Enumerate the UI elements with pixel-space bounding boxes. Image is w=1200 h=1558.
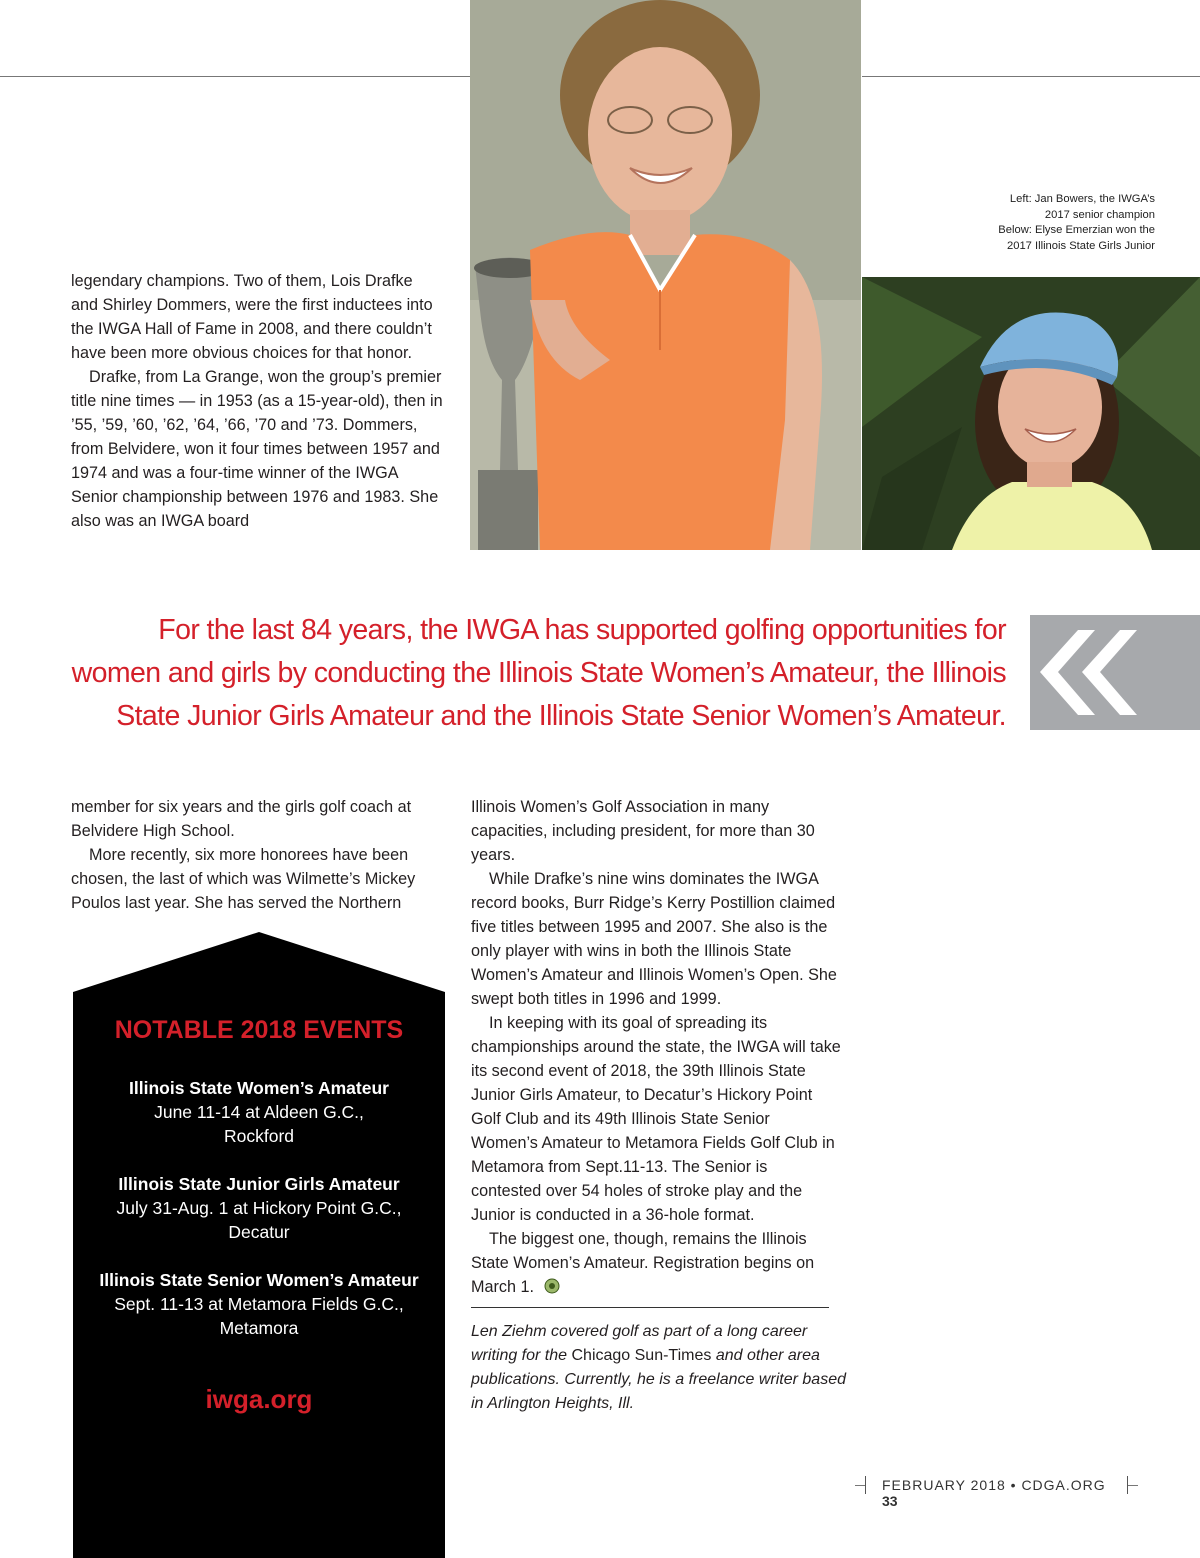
page-number: 33 [882, 1493, 898, 1509]
notable-events-box [73, 932, 445, 1558]
footer-rule-right [1128, 1485, 1138, 1486]
photo-elyse-emerzian-image [862, 277, 1200, 550]
paragraph: Drafke, from La Grange, won the group’s premier title nine times — in 1953 (as a 15-year-old), then in ’55, ’59, ’60, ’62, ’64, ’66, ’70 and ’73. Dommers, from Belvidere, won it four times between 1957 and 1974 and was a four-time winner of the IWGA Senior championship between 1976 and 1983. She also was an IWGA board [71, 368, 443, 530]
photo-jan-bowers-image [470, 0, 861, 550]
event-date: Sept. 11-13 at Metamora Fields G.C., [114, 1294, 404, 1314]
event-name: Illinois State Women’s Amateur [129, 1078, 389, 1098]
event-item [73, 1076, 445, 1148]
bio-text-1: Len Ziehm covered golf as part of a long career writing for the [471, 1323, 808, 1364]
pull-quote-line-3: State Junior Girls Amateur and the Illinois State Senior Women’s Amateur. [116, 700, 1006, 732]
column1-bottom-text [71, 795, 443, 915]
caption-line-1: Left: Jan Bowers, the IWGA’s [1009, 193, 1155, 205]
caption-line-3: Below: Elyse Emerzian won the [998, 224, 1155, 236]
column2-text [471, 795, 841, 1299]
column1-top-text [71, 269, 443, 533]
caption-line-2: 2017 senior champion [1044, 208, 1155, 221]
event-name: Illinois State Junior Girls Amateur [118, 1174, 400, 1194]
event-location: Decatur [228, 1222, 290, 1242]
bio-publication: Chicago Sun-Times [571, 1347, 712, 1364]
event-item [73, 1172, 445, 1244]
event-location: Metamora [219, 1318, 299, 1338]
cdga-end-mark-icon [544, 1278, 560, 1294]
paragraph: In keeping with its goal of spreading its championships around the state, the IWGA will take its second event of 2018, the 39th Illinois State Junior Girls Amateur, to Decatur’s Hickory Point Golf Club and its 49th Illinois State Senior Women’s Amateur to Metamora Fields Golf Club in Metamora from Sept.11-13. The Senior is contested over 54 holes of stroke play and the Junior is conducted in a 36-hole format. [471, 1014, 841, 1224]
caption-line-4: 2017 Illinois State Girls Junior [1007, 239, 1155, 252]
footer-divider-left [865, 1476, 866, 1494]
photo-elyse-emerzian [862, 277, 1200, 550]
paragraph: member for six years and the girls golf coach at Belvidere High School. [71, 798, 412, 840]
events-title: NOTABLE 2018 EVENTS [114, 1016, 404, 1044]
pull-quote-line-1: For the last 84 years, the IWGA has supported golfing opportunities for [158, 614, 1006, 646]
paragraph: Illinois Women’s Golf Association in many capacities, including president, for more than 30 years. [471, 798, 815, 864]
bio-rule [471, 1307, 829, 1308]
photo-jan-bowers [470, 0, 861, 550]
footer-rule-left [855, 1485, 865, 1486]
paragraph: legendary champions. Two of them, Lois Drafke and Shirley Dommers, were the first inductees into the IWGA Hall of Fame in 2008, and there couldn’t have been more obvious choices for that honor. [71, 272, 433, 362]
header-rule-left [0, 76, 470, 77]
event-name: Illinois State Senior Women’s Amateur [99, 1270, 419, 1290]
double-chevron-left-icon [1030, 615, 1200, 730]
header-rule-right [862, 76, 1200, 77]
event-date: June 11-14 at Aldeen G.C., [154, 1102, 364, 1122]
paragraph-text: The biggest one, though, remains the Illinois State Women’s Amateur. Registration begins on March 1. [471, 1230, 815, 1296]
photo-caption [880, 192, 1155, 254]
paragraph [471, 1227, 841, 1299]
event-item [73, 1268, 445, 1340]
bio-text-2: and other area publications. Currently, he is a freelance writer based in Arlington Heights, Ill. [471, 1347, 846, 1412]
pull-quote-line-2: women and girls by conducting the Illinois State Women’s Amateur, the Illinois [71, 657, 1006, 689]
paragraph: While Drafke’s nine wins dominates the IWGA record books, Burr Ridge’s Kerry Postillion claimed five titles between 1995 and 2007. She also is the only player with wins in both the Illinois State Women’s Amateur and Illinois Women’s Open. She swept both titles in 1996 and 1999. [471, 870, 837, 1008]
footer-text: FEBRUARY 2018 • CDGA.ORG [882, 1477, 1106, 1493]
event-location: Rockford [223, 1126, 295, 1146]
paragraph: More recently, six more honorees have been chosen, the last of which was Wilmette’s Mickey Poulos last year. She has served the Northern [71, 846, 416, 912]
iwga-link[interactable]: iwga.org [205, 1384, 313, 1414]
footer [882, 1477, 1122, 1509]
event-date: July 31-Aug. 1 at Hickory Point G.C., [116, 1198, 402, 1218]
chevron-graphic [1030, 615, 1200, 730]
author-bio [471, 1320, 851, 1416]
pull-quote [40, 609, 1006, 738]
